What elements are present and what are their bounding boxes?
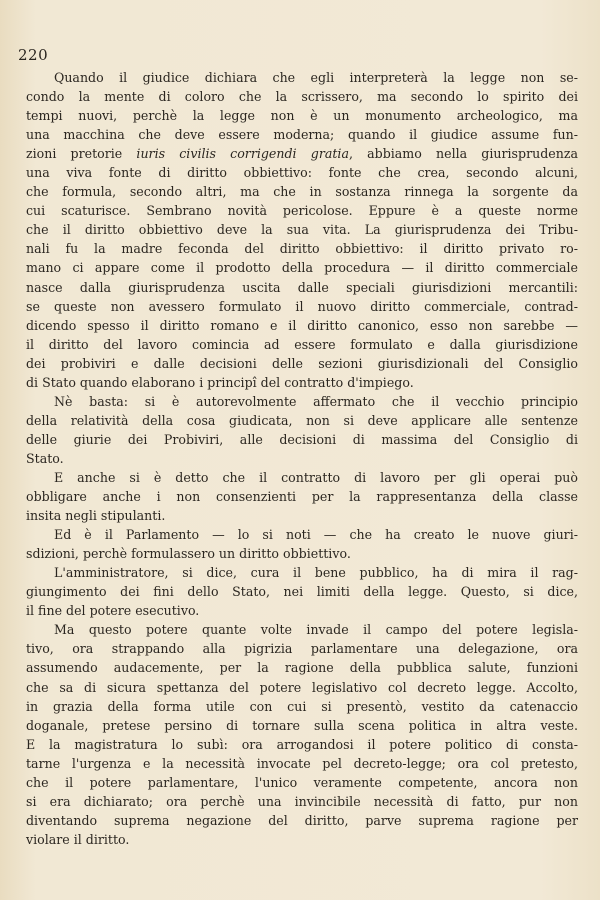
text-line: E la magistratura lo subì: ora arrogandosi il potere politico di consta-	[26, 736, 578, 752]
text-segment: zioni pretorie	[26, 146, 137, 162]
body-text	[26, 68, 578, 849]
text-line: diventando suprema negazione del diritto, parve suprema ragione per	[26, 812, 578, 828]
text-line: che formula, secondo altri, ma che in sostanza rinnega la sorgente da	[26, 184, 578, 200]
text-line: che il diritto obbiettivo deve la sua vita. La giurisprudenza dei Tribu-	[26, 222, 578, 238]
text-line: cui scaturisce. Sembrano novità pericolose. Eppure è a queste norme	[26, 203, 578, 219]
text-line: Nè basta: si è autorevolmente affermato che il vecchio principio	[54, 393, 578, 409]
text-line: Ma questo potere quante volte invade il campo del potere legisla-	[54, 622, 578, 638]
text-line: il fine del potere esecutivo.	[26, 603, 200, 619]
text-line: che sa di sicura spettanza del potere legislativo col decreto legge. Accolto,	[26, 679, 578, 695]
text-line: assumendo audacemente, per la ragione della pubblica salute, funzioni	[26, 660, 578, 676]
text-line: dicendo spesso il diritto romano e il diritto canonico, esso non sarebbe —	[26, 317, 578, 333]
text-line: una macchina che deve essere moderna; quando il giudice assume fun-	[26, 127, 578, 143]
text-line: sdizioni, perchè formulassero un diritto obbiettivo.	[26, 546, 351, 562]
page-number: 220	[18, 46, 49, 64]
text-line: in grazia della forma utile con cui si presentò, vestito da catenaccio	[26, 698, 578, 714]
paragraph	[26, 620, 578, 849]
text-line: tarne l'urgenza e la necessità invocate pel decreto-legge; ora col pretesto,	[26, 755, 578, 771]
text-line: dei probiviri e dalle decisioni delle sezioni giurisdizionali del Consiglio	[26, 355, 578, 371]
text-line: Stato.	[26, 450, 64, 466]
paragraph	[26, 563, 578, 620]
text-line: tempi nuovi, perchè la legge non è un monumento archeologico, ma	[26, 108, 578, 124]
text-segment: , abbiamo nella giurisprudenza	[348, 146, 578, 162]
text-line: condo la mente di coloro che la scrissero, ma secondo lo spirito dei	[26, 89, 578, 105]
text-line: delle giurie dei Probiviri, alle decisioni di massima del Consiglio di	[26, 431, 578, 447]
text-line: nasce dalla giurisprudenza uscita dalle speciali giurisdizioni mercantili:	[26, 279, 578, 295]
text-line: E anche si è detto che il contratto di lavoro per gli operai può	[54, 469, 578, 485]
text-line: si era dichiarato; ora perchè una invincibile necessità di fatto, pur non	[26, 793, 578, 809]
text-line: insita negli stipulanti.	[26, 508, 166, 524]
text-line: Ed è il Parlamento — lo si noti — che ha creato le nuove giuri-	[54, 527, 578, 543]
latin-phrase: iuris civilis corrigendi gratia	[136, 146, 349, 162]
text-line: della relatività della cosa giudicata, non si deve applicare alle sentenze	[26, 412, 578, 428]
text-line: mano ci appare come il prodotto della procedura — il diritto commerciale	[26, 260, 578, 276]
paragraph	[26, 525, 578, 563]
text-line: giungimento dei fini dello Stato, nei limiti della legge. Questo, si dice,	[26, 584, 578, 600]
text-line	[26, 144, 578, 163]
text-line: nali fu la madre feconda del diritto obbiettivo: il diritto privato ro-	[26, 241, 578, 257]
paragraph	[26, 68, 578, 392]
text-line: doganale, pretese persino di tornare sulla scena politica in altra veste.	[26, 717, 578, 733]
text-line: se queste non avessero formulato il nuovo diritto commerciale, contrad-	[26, 298, 578, 314]
text-line: una viva fonte di diritto obbiettivo: fonte che crea, secondo alcuni,	[26, 165, 578, 181]
paragraph	[26, 468, 578, 525]
text-line: Quando il giudice dichiara che egli interpreterà la legge non se-	[54, 70, 578, 85]
text-line: il diritto del lavoro comincia ad essere formulato e dalla giurisdizione	[26, 336, 578, 352]
text-line: L'amministratore, si dice, cura il bene pubblico, ha di mira il rag-	[54, 565, 578, 581]
paragraph	[26, 392, 578, 468]
text-line: che il potere parlamentare, l'unico veramente competente, ancora non	[26, 774, 578, 790]
text-line: tivo, ora strappando alla pigrizia parlamentare una delegazione, ora	[26, 641, 578, 657]
text-line: di Stato quando elaborano i principî del contratto d'impiego.	[26, 374, 414, 390]
text-line: violare il diritto.	[26, 831, 130, 847]
text-line: obbligare anche i non consenzienti per la rappresentanza della classe	[26, 489, 578, 505]
